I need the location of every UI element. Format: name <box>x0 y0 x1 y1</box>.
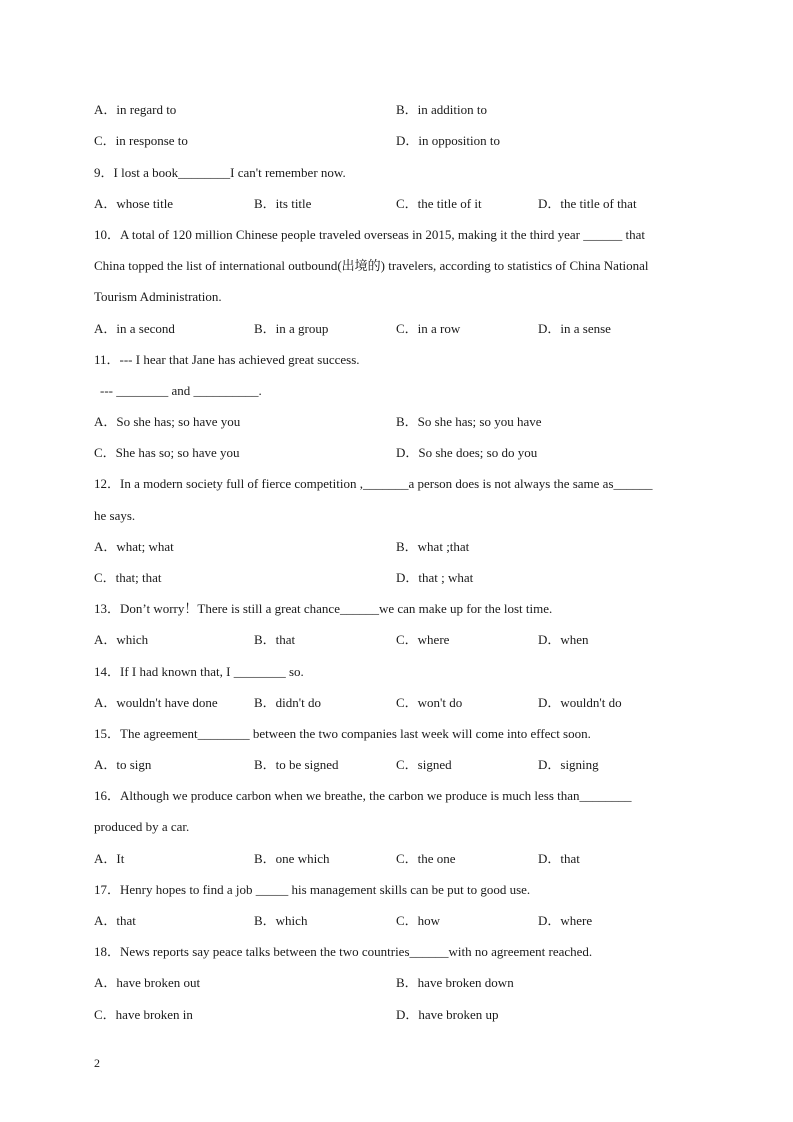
q10-stem-line-2: China topped the list of international outbound(出境的) travelers, according to statistics of China National <box>94 258 649 273</box>
q12-option-a: A．what; what <box>94 539 174 554</box>
q14-option-c: C．won't do <box>396 695 463 710</box>
q17-option-b: B．which <box>254 913 308 928</box>
q8-option-d: D．in opposition to <box>396 133 501 148</box>
q16-option-a: A．It <box>94 851 125 866</box>
q17-option-a: A．that <box>94 913 136 928</box>
q18-stem: 18．News reports say peace talks between the two countries______with no agreement reached. <box>94 944 593 959</box>
q9-option-a: A．whose title <box>94 196 174 211</box>
q8-option-a: A．in regard to <box>94 102 177 117</box>
q15-option-c: C．signed <box>396 757 452 772</box>
q14-stem: 14．If I had known that, I ________ so. <box>94 664 304 679</box>
q10-option-a: A．in a second <box>94 321 175 336</box>
q13-option-d: D．when <box>538 632 589 647</box>
q17-option-c: C．how <box>396 913 441 928</box>
q9-stem: 9．I lost a book________I can't remember now. <box>94 165 346 180</box>
q13-option-c: C．where <box>396 632 450 647</box>
q16-stem-line-2: produced by a car. <box>94 819 190 834</box>
q13-stem: 13．Don’t worry！There is still a great chance______we can make up for the lost time. <box>94 601 553 616</box>
q15-stem: 15．The agreement________ between the two companies last week will come into effect soon. <box>94 726 591 741</box>
q12-option-b: B．what ;that <box>396 539 470 554</box>
q11-option-a: A．So she has; so have you <box>94 414 241 429</box>
q12-stem-line-1: 12．In a modern society full of fierce competition ,_______a person does is not always the same as______ <box>94 476 653 491</box>
q14-option-a: A．wouldn't have done <box>94 695 218 710</box>
q18-option-c: C．have broken in <box>94 1007 193 1022</box>
q11-option-b: B．So she has; so you have <box>396 414 542 429</box>
q11-option-c: C．She has so; so have you <box>94 445 240 460</box>
q15-option-a: A．to sign <box>94 757 152 772</box>
q16-option-b: B．one which <box>254 851 330 866</box>
q11-stem-line-2: --- ________ and __________. <box>100 383 262 398</box>
q8-option-c: C．in response to <box>94 133 188 148</box>
q15-option-d: D．signing <box>538 757 599 772</box>
q10-option-c: C．in a row <box>396 321 461 336</box>
q15-option-b: B．to be signed <box>254 757 339 772</box>
q17-option-d: D．where <box>538 913 593 928</box>
q18-option-a: A．have broken out <box>94 975 201 990</box>
q12-stem-line-2: he says. <box>94 508 136 523</box>
q11-option-d: D．So she does; so do you <box>396 445 538 460</box>
q14-option-d: D．wouldn't do <box>538 695 622 710</box>
q13-option-b: B．that <box>254 632 296 647</box>
q16-option-c: C．the one <box>396 851 456 866</box>
q18-option-b: B．have broken down <box>396 975 514 990</box>
page-number: 2 <box>94 1056 100 1070</box>
q12-option-d: D．that ; what <box>396 570 474 585</box>
q9-option-c: C．the title of it <box>396 196 482 211</box>
q10-option-b: B．in a group <box>254 321 329 336</box>
q17-stem: 17．Henry hopes to find a job _____ his management skills can be put to good use. <box>94 882 531 897</box>
q10-stem-line-3: Tourism Administration. <box>94 289 222 304</box>
q18-option-d: D．have broken up <box>396 1007 499 1022</box>
q16-stem-line-1: 16．Although we produce carbon when we breathe, the carbon we produce is much less than________ <box>94 788 632 803</box>
q11-stem-line-1: 11．--- I hear that Jane has achieved great success. <box>94 352 360 367</box>
q12-option-c: C．that; that <box>94 570 162 585</box>
q14-option-b: B．didn't do <box>254 695 321 710</box>
q16-option-d: D．that <box>538 851 580 866</box>
q8-option-b: B．in addition to <box>396 102 488 117</box>
q9-option-b: B．its title <box>254 196 312 211</box>
q10-stem-line-1: 10．A total of 120 million Chinese people traveled overseas in 2015, making it the third year ______ that <box>94 227 645 242</box>
q13-option-a: A．which <box>94 632 149 647</box>
q10-option-d: D．in a sense <box>538 321 611 336</box>
q9-option-d: D．the title of that <box>538 196 637 211</box>
